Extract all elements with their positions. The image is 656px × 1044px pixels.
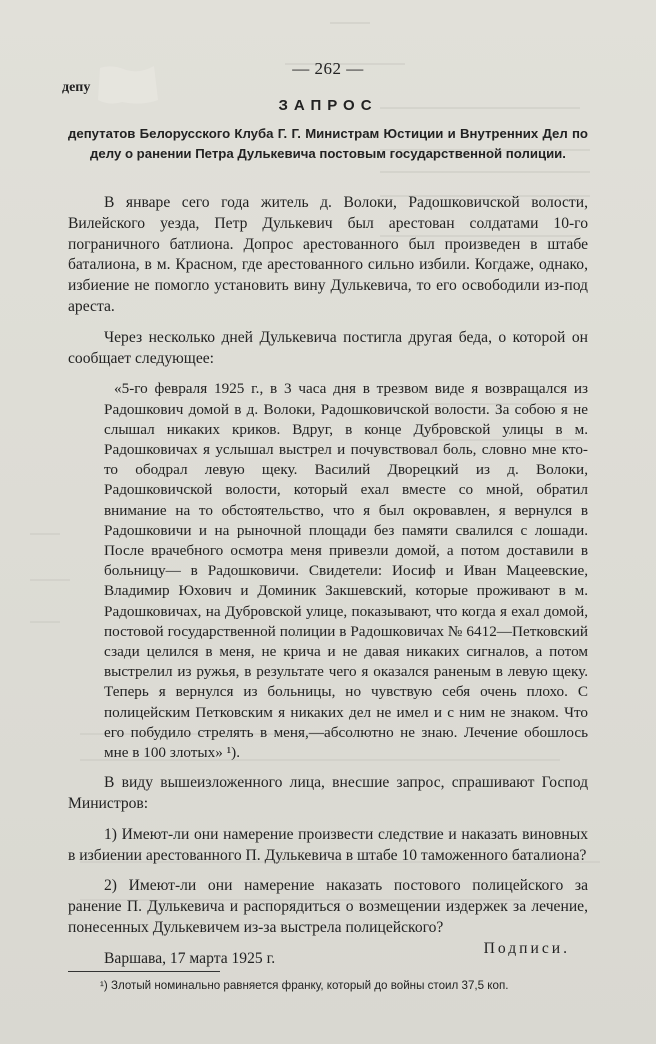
document-body: [68, 193, 588, 970]
footnote-rule: [68, 971, 220, 972]
paragraph: В виду вышеизложенного лица, внесшие запрос, спрашивают Господ Министров:: [68, 774, 588, 813]
paragraph: Через несколько дней Дулькевича постигла другая беда, о которой он сообщает следующее:: [68, 328, 588, 367]
quoted-testimony: «5-го февраля 1925 г., в 3 часа дня в трезвом виде я возвращался из Радошкович домой в д. Волоки, Радошковичской волости. За собою я не слышал никаких криков. Вдруг, в конце Дубровской улицы в м. Радошковичах я услышал выстрел и почувствовал боль, словно мне кто-то ободрал левую щеку. Василий Дворецкий из д. Волоки, Радошковичской волости, который ехал вместе со мной, обратил внимание на то обстоятельство, что я был окровавлен, я вернулся в Радошковичи и на рыночной площади без памяти свалился с лошади. После врачебного осмотра меня привезли домой, а потом доставили в больницу— в Радошковичи. Свидетели: Иосиф и Иван Мацеевские, Владимир Юхович и Доминик Закшевский, которые проживают в м. Радошковичах, на Дубровской улице, показывают, что когда я ехал домой, постовой государственной полиции в Радошковичах № 6412—Петковский сзади целился в меня, не крича и не давая никаких сигналов, а потом выстрелил из ружья, в результате чего я оказался раненым в левую щеку. Теперь я вернулся из больницы, но чувствую себя очень плохо. С полицейским Петковским я никаких дел не имел и с ним не знаком. Что его побудило стрелять в меня,—абсолютно не знаю. Лечение обошлось мне в 100 злотых» ¹).: [104, 380, 588, 762]
date-line: Варшава, 17 марта 1925 г.: [104, 949, 276, 967]
document-subtitle: депутатов Белорусского Клуба Г. Г. Министрам Юстиции и Внутренних Дел по делу о ранении Петра Дулькевича постовым государственной полиции.: [68, 126, 588, 161]
stray-text: депу: [62, 80, 91, 95]
question-1: 1) Имеют-ли они намерение произвести следствие и наказать виновных в избиении арестованного П. Дулькевича в штабе 10 таможенного баталиона?: [68, 825, 588, 864]
paragraph: В январе сего года житель д. Волоки, Радошковичской волости, Вилейского уезда, Петр Дулькевич был арестован солдатами 10-го пограничного батлиона. Допрос арестованного был произведен в штабе баталиона, в м. Красном, где арестованного сильно избили. Когдаже, однако, избиение не помогло установить вину Дулькевича, то его освободили из-под ареста.: [68, 194, 588, 315]
question-2: 2) Имеют-ли они намерение наказать постового полицейского за ранение П. Дулькевича и распорядиться о возмещении издержек за лечение, понесенных Дулькевичем из-за выстрела полицейского?: [68, 877, 588, 937]
footnote: ¹) Злотый номинально равняется франку, который до войны стоил 37,5 коп.: [100, 979, 509, 992]
page-number: — 262 —: [292, 59, 364, 78]
signatures: Подписи.: [483, 940, 570, 957]
document-title: ЗАПРОС: [278, 97, 378, 114]
